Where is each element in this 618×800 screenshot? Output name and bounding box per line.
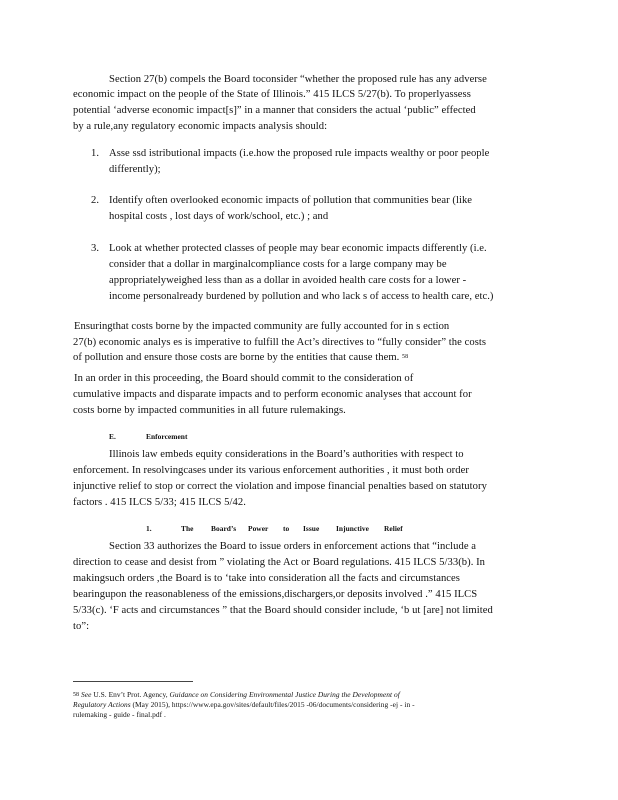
paragraph-line: injunctive relief to stop or correct the violation and impose financial penalties based on statutory	[73, 481, 487, 492]
paragraph-line: bearingupon the reasonableness of the emissions,dischargers,or deposits involved .” 415 ILCS	[73, 589, 478, 600]
list-number: 2.	[91, 195, 100, 206]
paragraph-line: to”:	[73, 621, 90, 632]
paragraph-line: Illinois law embeds equity considerations in the Board’s authorities with respect to	[109, 449, 464, 460]
paragraph-line: costs borne by impacted communities in all future rulemakings.	[73, 405, 346, 416]
paragraph-text: of pollution and ensure those costs are borne by the entities that cause them.	[73, 352, 400, 363]
footnote-agency: U.S. Env’t Prot. Agency,	[93, 690, 168, 699]
subsection-heading-word: The	[181, 524, 194, 533]
paragraph-line: cumulative impacts and disparate impacts and to perform economic analyses that account for	[73, 389, 472, 400]
paragraph-line: economic impact on the people of the State of Illinois.” 415 ILCS 5/27(b). To properlyassess	[73, 89, 471, 100]
list-item-line: income personalready burdened by pollution and who lack s of access to health care, etc.)	[109, 291, 494, 302]
section-heading-letter: E.	[109, 432, 116, 441]
paragraph-line	[73, 351, 408, 364]
subsection-heading-number: 1.	[146, 524, 152, 533]
paragraph-line: Ensuringthat costs borne by the impacted community are fully accounted for in s ection	[74, 321, 450, 332]
subsection-heading-word: Issue	[303, 524, 320, 533]
list-item-line: consider that a dollar in marginalcompliance costs for a large company may be	[109, 259, 447, 270]
paragraph-line: makingsuch orders ,the Board is to ‘take into consideration all the facts and circumstances	[73, 573, 460, 584]
paragraph-line: direction to cease and desist from ” violating the Act or Board regulations. 415 ILCS 5/33(b). In	[73, 557, 486, 568]
list-item-line: Identify often overlooked economic impacts of pollution that communities bear (like	[109, 195, 473, 206]
footnote-title: Regulatory Actions	[73, 700, 131, 709]
paragraph-line: 27(b) economic analys es is imperative to fulfill the Act’s directives to “fully consider” the costs	[73, 337, 487, 348]
paragraph-line: by a rule,any regulatory economic impacts analysis should:	[73, 121, 328, 132]
footnote-reference: 58	[402, 354, 409, 360]
subsection-heading-word: Injunctive	[336, 524, 369, 533]
paragraph-line: Section 33 authorizes the Board to issue orders in enforcement actions that “include a	[109, 541, 477, 552]
paragraph-line: 5/33(c). ‘F acts and circumstances ” that the Board should consider include, ‘b ut [are] not limited	[73, 605, 493, 616]
paragraph-line: In an order in this proceeding, the Board should commit to the consideration of	[74, 373, 414, 384]
section-heading-title: Enforcement	[146, 432, 188, 441]
footnote-line	[73, 690, 400, 700]
paragraph-line: potential ‘adverse economic impact[s]” in a manner that considers the actual ‘public” effected	[73, 105, 476, 116]
footnote-number: 58	[73, 692, 80, 698]
list-number: 3.	[91, 243, 100, 254]
paragraph-line: enforcement. In resolvingcases under its various enforcement authorities , it must both order	[73, 465, 469, 476]
subsection-heading-word: Relief	[384, 524, 403, 533]
subsection-heading-word: Power	[248, 524, 269, 533]
footnote-signal: See	[81, 690, 92, 699]
footnote-link[interactable]: (May 2015), https://www.epa.gov/sites/default/files/2015 -06/documents/considering -ej - in -	[132, 700, 415, 709]
footnote-title: Guidance on Considering Environmental Justice During the Development of	[169, 690, 400, 699]
list-number: 1.	[91, 148, 100, 159]
footnote-separator	[73, 681, 193, 682]
footnote-line	[73, 700, 415, 710]
list-item-line: appropriatelyweighed less than as a dollar in avoided health care costs for a lower -	[109, 275, 467, 286]
paragraph-line: Section 27(b) compels the Board toconsider “whether the proposed rule has any adverse	[109, 74, 487, 85]
list-item-line: Asse ssd istributional impacts (i.e.how the proposed rule impacts wealthy or poor people	[109, 148, 490, 159]
footnote-link-continued[interactable]: rulemaking - guide - final.pdf .	[73, 710, 166, 719]
list-item-line: Look at whether protected classes of people may bear economic impacts differently (i.e.	[109, 243, 487, 254]
subsection-heading-word: to	[283, 524, 290, 533]
paragraph-line: factors . 415 ILCS 5/33; 415 ILCS 5/42.	[73, 497, 246, 508]
subsection-heading-word: Board’s	[211, 524, 237, 533]
list-item-line: hospital costs , lost days of work/school, etc.) ; and	[109, 211, 329, 222]
list-item-line: differently);	[109, 164, 161, 175]
